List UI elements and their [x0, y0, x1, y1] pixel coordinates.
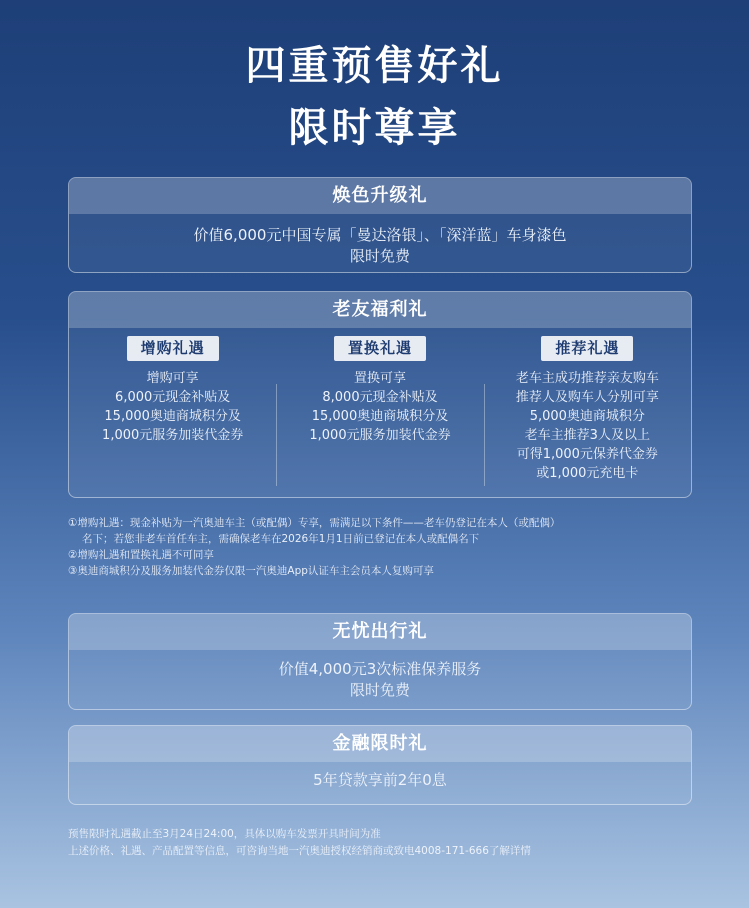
benefit-column-add-purchase: [69, 336, 276, 483]
card-line: 限时免费: [349, 681, 410, 699]
card-body: [69, 650, 691, 701]
disclaimer-line: 上述价格、礼遇、产品配置等信息，可咨询当地一汽奥迪授权经销商或致电4008-171-666了解详情: [68, 845, 531, 857]
benefit-column-referral: [484, 336, 691, 483]
card-line: 限时免费: [349, 247, 410, 265]
benefit-line: 置换可享: [353, 371, 406, 386]
benefit-line: 或1,000元充电卡: [536, 466, 639, 481]
card-title: 老友福利礼: [69, 292, 691, 328]
gift-card-finance: [68, 725, 692, 805]
benefit-line: 5,000奥迪商城积分: [529, 409, 645, 424]
footnote: ③奥迪商城积分及服务加装代金券仅限一汽奥迪App认证车主会员本人复购可享: [68, 565, 434, 577]
gift-card-color-upgrade: [68, 177, 692, 273]
footnote: ①增购礼遇：现金补贴为一汽奥迪车主（或配偶）专享，需满足以下条件——老车仍登记在本人（或配偶）: [68, 517, 561, 529]
card-body: [69, 214, 691, 267]
page-subtitle: 限时尊享: [288, 105, 461, 151]
footnotes: [68, 515, 698, 579]
card-line: 价值4,000元3次标准保养服务: [278, 660, 482, 678]
benefit-columns: [69, 336, 691, 483]
disclaimer: [68, 826, 708, 860]
benefit-line: 老车主推荐3人及以上: [524, 428, 650, 443]
benefit-line: 8,000元现金补贴及: [322, 390, 438, 405]
card-title: 金融限时礼: [69, 726, 691, 762]
gift-card-loyalty: [68, 291, 692, 498]
gift-card-worry-free: [68, 613, 692, 710]
card-body: [69, 762, 691, 791]
benefit-line: 老车主成功推荐亲友购车: [515, 371, 659, 386]
footnote: 名下；若您非老车首任车主，需确保老车在2026年1月1日前已登记在本人或配偶名下: [82, 533, 480, 545]
card-title: 焕色升级礼: [69, 178, 691, 214]
benefit-line: 增购可享: [146, 371, 199, 386]
footnote: ②增购礼遇和置换礼遇不可同享: [68, 549, 214, 561]
benefit-label: 增购礼遇: [127, 336, 219, 361]
benefit-line: 6,000元现金补贴及: [115, 390, 231, 405]
benefit-label: 推荐礼遇: [541, 336, 633, 361]
benefit-column-trade-in: [276, 336, 483, 483]
benefit-line: 1,000元服务加装代金券: [102, 428, 244, 443]
benefit-line: 15,000奥迪商城积分及: [311, 409, 449, 424]
benefit-label: 置换礼遇: [334, 336, 426, 361]
card-line: 价值6,000元中国专属「曼达洛银」、「深洋蓝」车身漆色: [193, 226, 567, 244]
page-title: 四重预售好礼: [245, 43, 504, 89]
card-line: 5年贷款享前2年0息: [313, 771, 447, 789]
benefit-line: 可得1,000元保养代金券: [516, 447, 658, 462]
benefit-line: 15,000奥迪商城积分及: [104, 409, 241, 424]
card-title: 无忧出行礼: [69, 614, 691, 650]
disclaimer-line: 预售限时礼遇截止至3月24日24:00，具体以购车发票开具时间为准: [68, 828, 381, 840]
benefit-line: 推荐人及购车人分别可享: [515, 390, 659, 405]
benefit-line: 1,000元服务加装代金券: [309, 428, 451, 443]
